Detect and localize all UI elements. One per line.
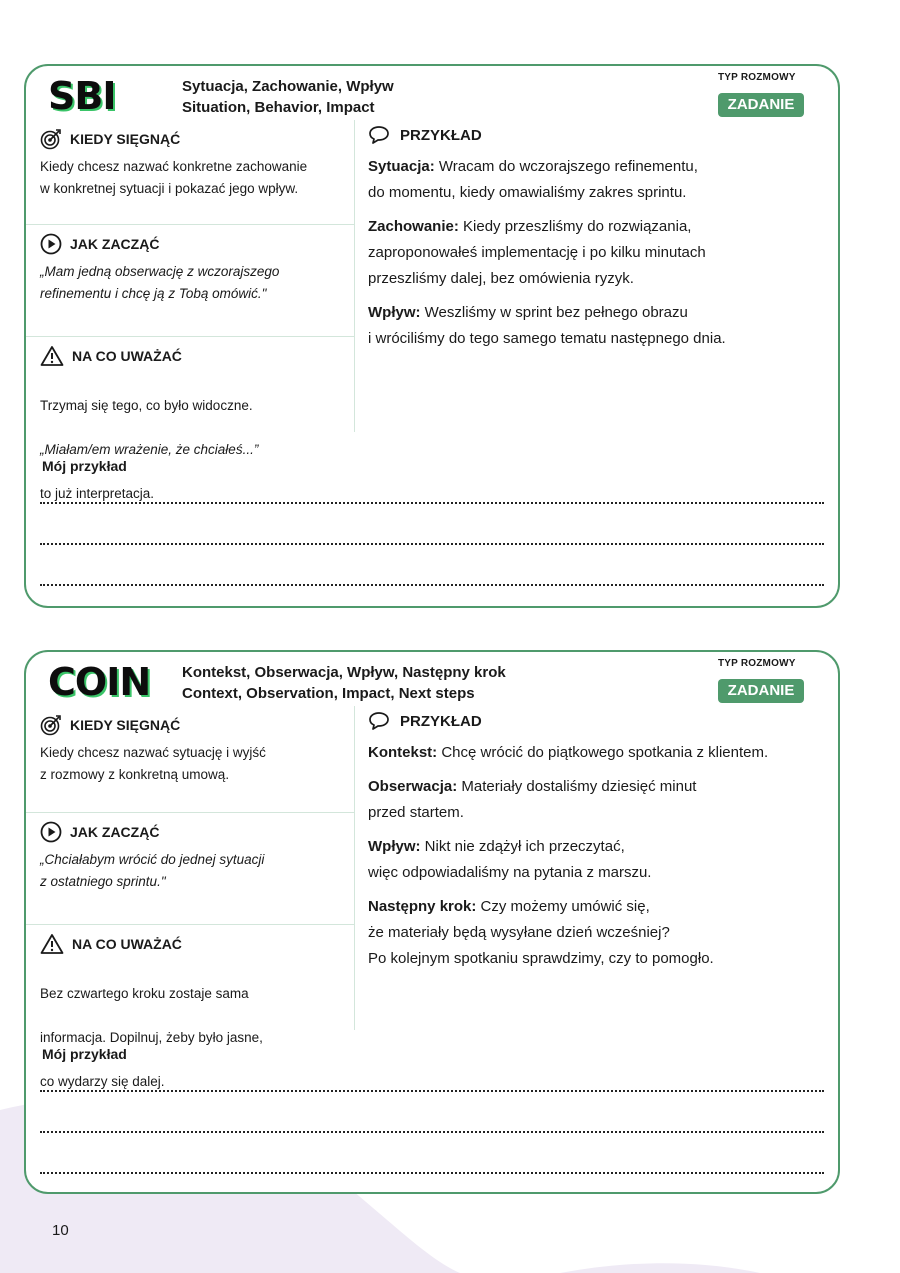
example-column xyxy=(368,120,832,352)
start-title: JAK ZACZĄĆ xyxy=(70,824,160,840)
speech-bubble-icon xyxy=(368,125,390,145)
example-title: PRZYKŁAD xyxy=(400,126,482,144)
example-text: Wracam do wczorajszego refinementu, do momentu, kiedy omawialiśmy zakres sprintu. xyxy=(368,158,698,201)
my-example-label: Mój przykład xyxy=(42,1046,127,1062)
subtitle-pl: Kontekst, Obserwacja, Wpływ, Następny krok xyxy=(182,664,506,681)
coin-card xyxy=(24,650,840,1194)
warning-icon xyxy=(40,933,64,955)
example-item xyxy=(368,740,832,766)
example-text: Chcę wrócić do piątkowego spotkania z klientem. xyxy=(437,744,769,761)
watch-line: informacja. Dopilnuj, żeby było jasne, xyxy=(40,1030,263,1045)
writing-line[interactable] xyxy=(40,1172,824,1174)
when-title: KIEDY SIĘGNĄĆ xyxy=(70,131,181,147)
writing-line[interactable] xyxy=(40,1090,824,1092)
example-label: Obserwacja: xyxy=(368,778,458,795)
watch-title: NA CO UWAŻAĆ xyxy=(72,348,182,364)
watch-line: Trzymaj się tego, co było widoczne. xyxy=(40,398,253,413)
watch-title: NA CO UWAŻAĆ xyxy=(72,936,182,952)
example-item xyxy=(368,154,832,206)
page-number: 10 xyxy=(52,1222,69,1239)
card-logo: COIN xyxy=(48,660,151,704)
subtitle-pl: Sytuacja, Zachowanie, Wpływ xyxy=(182,78,394,95)
start-text: „Mam jedną obserwację z wczorajszego refinementu i chcę ją z Tobą omówić." xyxy=(40,264,280,301)
example-label: Wpływ: xyxy=(368,838,421,855)
sbi-card xyxy=(24,64,840,608)
card-subtitle xyxy=(182,662,506,704)
writing-line[interactable] xyxy=(40,543,824,545)
type-badge: ZADANIE xyxy=(718,93,804,117)
warning-icon xyxy=(40,345,64,367)
type-label: TYP ROZMOWY xyxy=(718,72,796,83)
play-icon xyxy=(40,821,62,843)
example-label: Wpływ: xyxy=(368,304,421,321)
when-section xyxy=(26,706,354,812)
example-label: Kontekst: xyxy=(368,744,438,761)
watch-line: to już interpretacja. xyxy=(40,486,155,501)
example-label: Następny krok: xyxy=(368,898,477,915)
writing-line[interactable] xyxy=(40,1131,824,1133)
example-text: Weszliśmy w sprint bez pełnego obrazu i wróciliśmy do tego samego tematu następnego dnia. xyxy=(368,304,726,347)
type-badge: ZADANIE xyxy=(718,679,804,703)
writing-line[interactable] xyxy=(40,584,824,586)
card-subtitle xyxy=(182,76,394,118)
example-label: Sytuacja: xyxy=(368,158,435,175)
when-text: Kiedy chcesz nazwać sytuację i wyjść z rozmowy z konkretną umową. xyxy=(40,745,266,782)
start-text: „Chciałabym wrócić do jednej sytuacji z ostatniego sprintu." xyxy=(40,852,265,889)
example-item xyxy=(368,300,832,352)
example-column xyxy=(368,706,832,972)
start-section xyxy=(26,224,354,336)
writing-line[interactable] xyxy=(40,502,824,504)
watch-line: co wydarzy się dalej. xyxy=(40,1074,165,1089)
play-icon xyxy=(40,233,62,255)
example-item xyxy=(368,214,832,292)
example-label: Zachowanie: xyxy=(368,218,459,235)
card-logo: SBI xyxy=(48,74,116,118)
example-text: Materiały dostaliśmy dziesięć minut przed startem. xyxy=(368,778,697,821)
speech-bubble-icon xyxy=(368,711,390,731)
subtitle-en: Context, Observation, Impact, Next steps xyxy=(182,685,475,702)
example-text: Nikt nie zdążył ich przeczytać, więc odpowiadaliśmy na pytania z marszu. xyxy=(368,838,652,881)
example-title: PRZYKŁAD xyxy=(400,712,482,730)
watch-line: Bez czwartego kroku zostaje sama xyxy=(40,986,249,1001)
my-example-label: Mój przykład xyxy=(42,458,127,474)
target-icon xyxy=(40,714,62,736)
subtitle-en: Situation, Behavior, Impact xyxy=(182,99,375,116)
when-text: Kiedy chcesz nazwać konkretne zachowanie w konkretnej sytuacji i pokazać jego wpływ. xyxy=(40,159,308,196)
start-section xyxy=(26,812,354,924)
target-icon xyxy=(40,128,62,150)
watch-line: „Miałam/em wrażenie, że chciałeś...” xyxy=(40,442,259,457)
example-text: Czy możemy umówić się, że materiały będą wysyłane dzień wcześniej? Po kolejnym spotkaniu sprawdzimy, czy to pomogło. xyxy=(368,898,714,967)
when-title: KIEDY SIĘGNĄĆ xyxy=(70,717,181,733)
start-title: JAK ZACZĄĆ xyxy=(70,236,160,252)
when-section xyxy=(26,120,354,224)
example-item xyxy=(368,834,832,886)
example-item xyxy=(368,894,832,972)
example-text: Kiedy przeszliśmy do rozwiązania, zaproponowałeś implementację i po kilku minutach przeszliśmy dalej, bez omówienia ryzyk. xyxy=(368,218,706,287)
type-label: TYP ROZMOWY xyxy=(718,658,796,669)
example-item xyxy=(368,774,832,826)
